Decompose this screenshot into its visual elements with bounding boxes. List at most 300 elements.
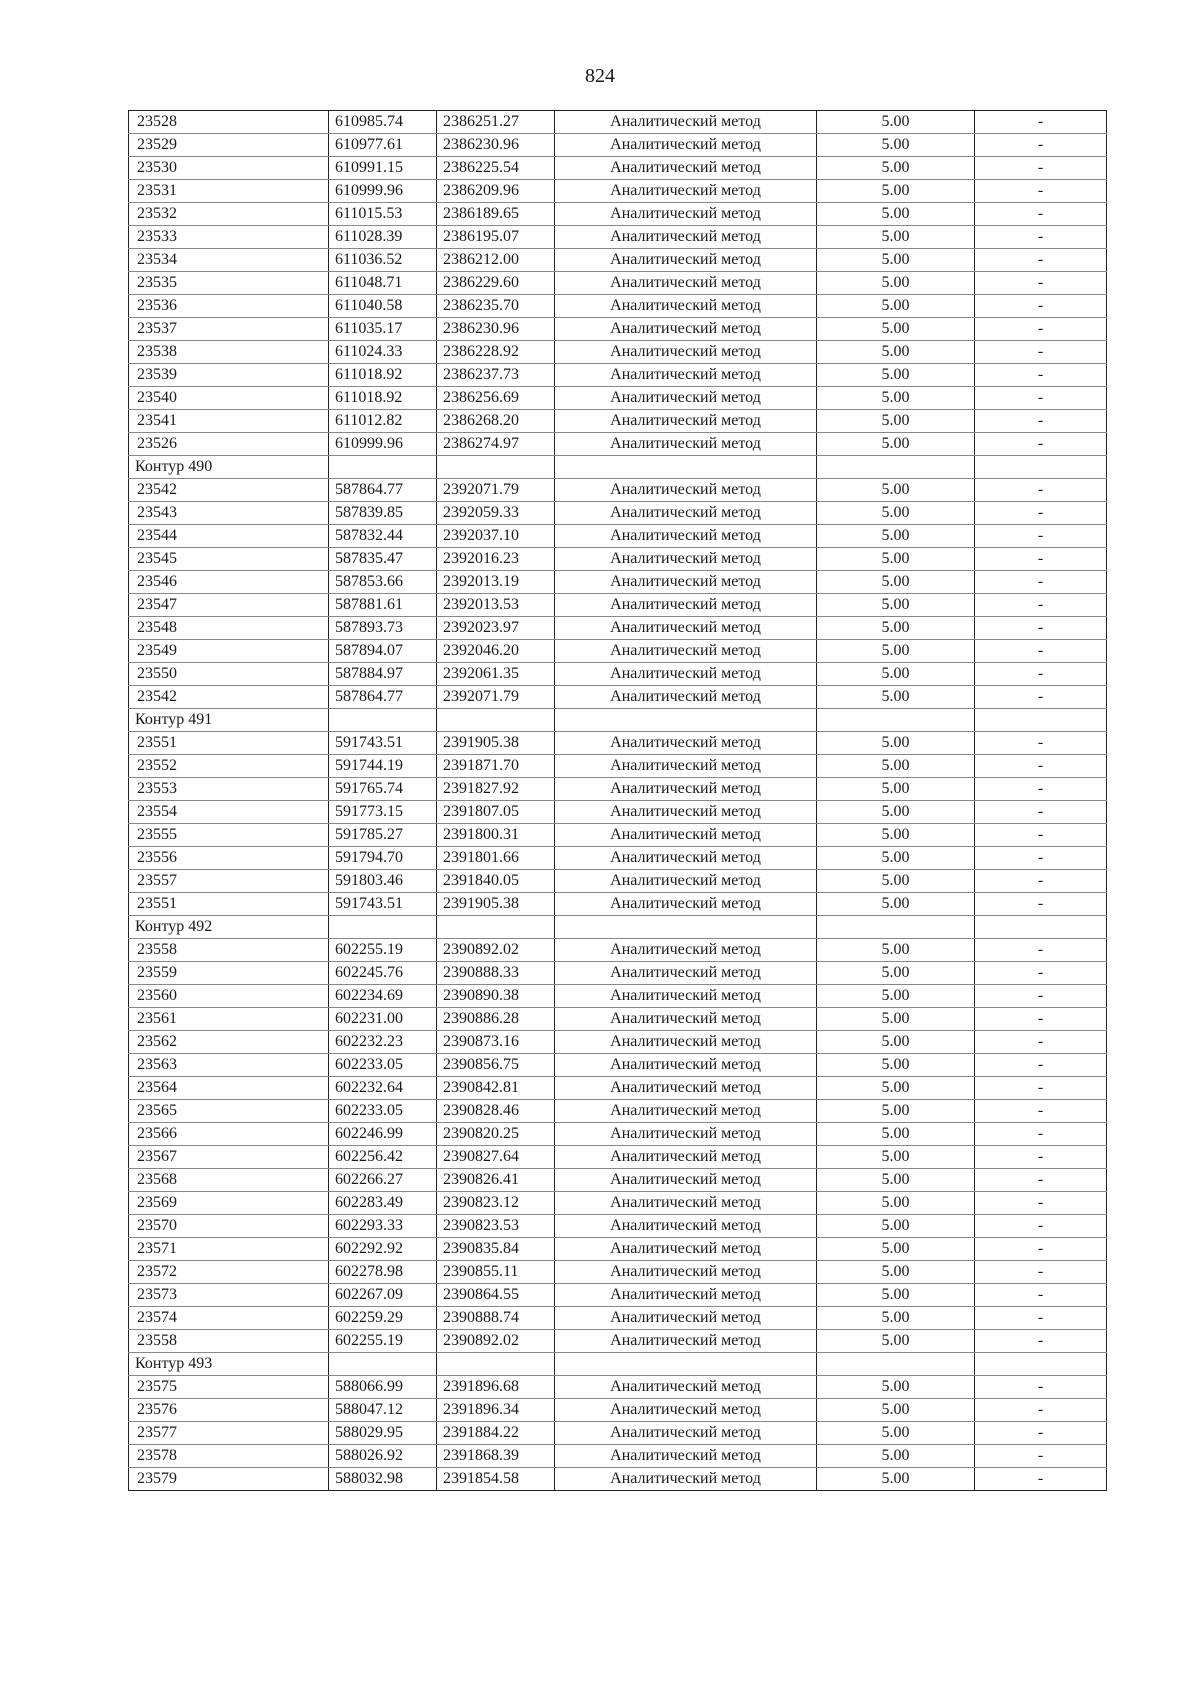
table-row [129, 387, 1107, 410]
method-cell: Аналитический метод [555, 732, 817, 755]
note-cell [975, 456, 1107, 479]
note-cell: - [975, 1169, 1107, 1192]
point-number-cell: 23539 [129, 364, 329, 387]
note-cell: - [975, 801, 1107, 824]
contour-label-cell: Контур 490 [129, 456, 329, 479]
point-number-cell: 23532 [129, 203, 329, 226]
point-number-cell: 23528 [129, 111, 329, 134]
method-cell: Аналитический метод [555, 686, 817, 709]
note-cell: - [975, 1192, 1107, 1215]
accuracy-cell: 5.00 [817, 203, 975, 226]
method-cell: Аналитический метод [555, 617, 817, 640]
accuracy-cell [817, 916, 975, 939]
accuracy-cell: 5.00 [817, 686, 975, 709]
note-cell: - [975, 594, 1107, 617]
method-cell: Аналитический метод [555, 1445, 817, 1468]
x-coordinate-cell: 611048.71 [329, 272, 437, 295]
point-number-cell: 23535 [129, 272, 329, 295]
accuracy-cell: 5.00 [817, 985, 975, 1008]
y-coordinate-cell: 2392046.20 [437, 640, 555, 663]
contour-header-row [129, 709, 1107, 732]
note-cell [975, 1353, 1107, 1376]
point-number-cell: 23556 [129, 847, 329, 870]
y-coordinate-cell: 2390828.46 [437, 1100, 555, 1123]
point-number-cell: 23552 [129, 755, 329, 778]
point-number-cell: 23548 [129, 617, 329, 640]
table-row [129, 617, 1107, 640]
note-cell: - [975, 1215, 1107, 1238]
note-cell: - [975, 548, 1107, 571]
y-coordinate-cell: 2391905.38 [437, 893, 555, 916]
point-number-cell: 23568 [129, 1169, 329, 1192]
x-coordinate-cell: 602234.69 [329, 985, 437, 1008]
table-row [129, 1100, 1107, 1123]
note-cell: - [975, 341, 1107, 364]
point-number-cell: 23558 [129, 939, 329, 962]
y-coordinate-cell: 2390886.28 [437, 1008, 555, 1031]
note-cell: - [975, 410, 1107, 433]
method-cell: Аналитический метод [555, 226, 817, 249]
note-cell: - [975, 663, 1107, 686]
method-cell: Аналитический метод [555, 502, 817, 525]
method-cell: Аналитический метод [555, 985, 817, 1008]
point-number-cell: 23546 [129, 571, 329, 594]
x-coordinate-cell [329, 709, 437, 732]
note-cell: - [975, 985, 1107, 1008]
method-cell: Аналитический метод [555, 410, 817, 433]
method-cell: Аналитический метод [555, 824, 817, 847]
point-number-cell: 23564 [129, 1077, 329, 1100]
x-coordinate-cell: 610991.15 [329, 157, 437, 180]
y-coordinate-cell: 2390890.38 [437, 985, 555, 1008]
accuracy-cell: 5.00 [817, 226, 975, 249]
x-coordinate-cell: 587881.61 [329, 594, 437, 617]
method-cell: Аналитический метод [555, 1330, 817, 1353]
y-coordinate-cell: 2391807.05 [437, 801, 555, 824]
x-coordinate-cell: 587835.47 [329, 548, 437, 571]
table-row [129, 364, 1107, 387]
x-coordinate-cell: 602255.19 [329, 1330, 437, 1353]
table-row [129, 134, 1107, 157]
accuracy-cell: 5.00 [817, 617, 975, 640]
note-cell: - [975, 893, 1107, 916]
method-cell: Аналитический метод [555, 801, 817, 824]
y-coordinate-cell: 2386229.60 [437, 272, 555, 295]
method-cell: Аналитический метод [555, 847, 817, 870]
x-coordinate-cell: 611012.82 [329, 410, 437, 433]
table-row [129, 548, 1107, 571]
method-cell: Аналитический метод [555, 1215, 817, 1238]
y-coordinate-cell: 2386268.20 [437, 410, 555, 433]
method-cell: Аналитический метод [555, 778, 817, 801]
accuracy-cell: 5.00 [817, 295, 975, 318]
table-row [129, 1238, 1107, 1261]
accuracy-cell: 5.00 [817, 502, 975, 525]
table-row [129, 801, 1107, 824]
method-cell: Аналитический метод [555, 1376, 817, 1399]
accuracy-cell: 5.00 [817, 1215, 975, 1238]
y-coordinate-cell: 2390826.41 [437, 1169, 555, 1192]
method-cell: Аналитический метод [555, 962, 817, 985]
table-row [129, 410, 1107, 433]
x-coordinate-cell: 588047.12 [329, 1399, 437, 1422]
note-cell: - [975, 686, 1107, 709]
x-coordinate-cell: 587864.77 [329, 479, 437, 502]
contour-label-cell: Контур 493 [129, 1353, 329, 1376]
note-cell: - [975, 571, 1107, 594]
point-number-cell: 23553 [129, 778, 329, 801]
table-row [129, 1307, 1107, 1330]
method-cell: Аналитический метод [555, 387, 817, 410]
point-number-cell: 23571 [129, 1238, 329, 1261]
point-number-cell: 23554 [129, 801, 329, 824]
table-row [129, 962, 1107, 985]
note-cell: - [975, 502, 1107, 525]
note-cell: - [975, 1054, 1107, 1077]
method-cell: Аналитический метод [555, 1146, 817, 1169]
y-coordinate-cell: 2391868.39 [437, 1445, 555, 1468]
y-coordinate-cell: 2386230.96 [437, 134, 555, 157]
accuracy-cell: 5.00 [817, 1146, 975, 1169]
y-coordinate-cell: 2391827.92 [437, 778, 555, 801]
table-row [129, 1031, 1107, 1054]
y-coordinate-cell: 2390823.12 [437, 1192, 555, 1215]
accuracy-cell: 5.00 [817, 341, 975, 364]
accuracy-cell: 5.00 [817, 1100, 975, 1123]
point-number-cell: 23555 [129, 824, 329, 847]
x-coordinate-cell [329, 1353, 437, 1376]
table-row [129, 870, 1107, 893]
table-row [129, 571, 1107, 594]
accuracy-cell [817, 456, 975, 479]
accuracy-cell: 5.00 [817, 962, 975, 985]
accuracy-cell: 5.00 [817, 1307, 975, 1330]
table-row [129, 433, 1107, 456]
method-cell: Аналитический метод [555, 1123, 817, 1146]
table-row [129, 111, 1107, 134]
table-row [129, 1146, 1107, 1169]
table-row [129, 180, 1107, 203]
method-cell: Аналитический метод [555, 755, 817, 778]
table-row [129, 1468, 1107, 1491]
y-coordinate-cell: 2392013.19 [437, 571, 555, 594]
point-number-cell: 23551 [129, 732, 329, 755]
table-row [129, 1330, 1107, 1353]
x-coordinate-cell: 602266.27 [329, 1169, 437, 1192]
x-coordinate-cell: 602232.23 [329, 1031, 437, 1054]
point-number-cell: 23545 [129, 548, 329, 571]
note-cell: - [975, 755, 1107, 778]
method-cell: Аналитический метод [555, 479, 817, 502]
method-cell: Аналитический метод [555, 571, 817, 594]
table-row [129, 686, 1107, 709]
method-cell: Аналитический метод [555, 272, 817, 295]
x-coordinate-cell: 591785.27 [329, 824, 437, 847]
y-coordinate-cell: 2386235.70 [437, 295, 555, 318]
table-row [129, 203, 1107, 226]
point-number-cell: 23551 [129, 893, 329, 916]
method-cell: Аналитический метод [555, 893, 817, 916]
method-cell: Аналитический метод [555, 1169, 817, 1192]
note-cell: - [975, 847, 1107, 870]
y-coordinate-cell: 2386189.65 [437, 203, 555, 226]
y-coordinate-cell: 2386228.92 [437, 341, 555, 364]
note-cell: - [975, 226, 1107, 249]
y-coordinate-cell: 2391896.68 [437, 1376, 555, 1399]
table-row [129, 1169, 1107, 1192]
note-cell: - [975, 203, 1107, 226]
method-cell: Аналитический метод [555, 1422, 817, 1445]
method-cell: Аналитический метод [555, 525, 817, 548]
point-number-cell: 23560 [129, 985, 329, 1008]
accuracy-cell: 5.00 [817, 824, 975, 847]
point-number-cell: 23559 [129, 962, 329, 985]
table-row [129, 1192, 1107, 1215]
point-number-cell: 23574 [129, 1307, 329, 1330]
x-coordinate-cell: 602246.99 [329, 1123, 437, 1146]
note-cell [975, 709, 1107, 732]
accuracy-cell: 5.00 [817, 1008, 975, 1031]
point-number-cell: 23534 [129, 249, 329, 272]
table-row [129, 479, 1107, 502]
y-coordinate-cell: 2386195.07 [437, 226, 555, 249]
table-row [129, 1284, 1107, 1307]
method-cell: Аналитический метод [555, 1077, 817, 1100]
note-cell: - [975, 318, 1107, 341]
point-number-cell: 23573 [129, 1284, 329, 1307]
method-cell [555, 1353, 817, 1376]
point-number-cell: 23537 [129, 318, 329, 341]
y-coordinate-cell: 2386209.96 [437, 180, 555, 203]
y-coordinate-cell: 2386212.00 [437, 249, 555, 272]
accuracy-cell: 5.00 [817, 525, 975, 548]
point-number-cell: 23563 [129, 1054, 329, 1077]
contour-header-row [129, 916, 1107, 939]
method-cell: Аналитический метод [555, 295, 817, 318]
method-cell: Аналитический метод [555, 157, 817, 180]
accuracy-cell: 5.00 [817, 387, 975, 410]
y-coordinate-cell: 2392059.33 [437, 502, 555, 525]
note-cell: - [975, 1422, 1107, 1445]
accuracy-cell: 5.00 [817, 571, 975, 594]
note-cell: - [975, 180, 1107, 203]
y-coordinate-cell: 2386237.73 [437, 364, 555, 387]
x-coordinate-cell: 602256.42 [329, 1146, 437, 1169]
y-coordinate-cell [437, 709, 555, 732]
y-coordinate-cell: 2391800.31 [437, 824, 555, 847]
x-coordinate-cell [329, 456, 437, 479]
x-coordinate-cell: 591743.51 [329, 893, 437, 916]
method-cell: Аналитический метод [555, 249, 817, 272]
point-number-cell: 23533 [129, 226, 329, 249]
x-coordinate-cell: 587884.97 [329, 663, 437, 686]
accuracy-cell: 5.00 [817, 1445, 975, 1468]
point-number-cell: 23565 [129, 1100, 329, 1123]
method-cell: Аналитический метод [555, 1284, 817, 1307]
accuracy-cell: 5.00 [817, 755, 975, 778]
x-coordinate-cell: 587894.07 [329, 640, 437, 663]
y-coordinate-cell: 2392071.79 [437, 479, 555, 502]
x-coordinate-cell: 602292.92 [329, 1238, 437, 1261]
y-coordinate-cell: 2391884.22 [437, 1422, 555, 1445]
point-number-cell: 23544 [129, 525, 329, 548]
x-coordinate-cell: 611036.52 [329, 249, 437, 272]
method-cell: Аналитический метод [555, 1468, 817, 1491]
point-number-cell: 23576 [129, 1399, 329, 1422]
x-coordinate-cell: 591773.15 [329, 801, 437, 824]
x-coordinate-cell: 611040.58 [329, 295, 437, 318]
accuracy-cell: 5.00 [817, 180, 975, 203]
point-number-cell: 23570 [129, 1215, 329, 1238]
x-coordinate-cell: 611018.92 [329, 387, 437, 410]
table-row [129, 295, 1107, 318]
table-row [129, 985, 1107, 1008]
accuracy-cell: 5.00 [817, 1123, 975, 1146]
method-cell: Аналитический метод [555, 1031, 817, 1054]
y-coordinate-cell: 2390873.16 [437, 1031, 555, 1054]
note-cell: - [975, 1238, 1107, 1261]
accuracy-cell [817, 1353, 975, 1376]
x-coordinate-cell: 602233.05 [329, 1054, 437, 1077]
note-cell: - [975, 1077, 1107, 1100]
method-cell: Аналитический метод [555, 640, 817, 663]
y-coordinate-cell: 2386230.96 [437, 318, 555, 341]
accuracy-cell: 5.00 [817, 410, 975, 433]
note-cell: - [975, 364, 1107, 387]
coordinates-table [128, 110, 1107, 1491]
method-cell: Аналитический метод [555, 1100, 817, 1123]
point-number-cell: 23547 [129, 594, 329, 617]
method-cell: Аналитический метод [555, 134, 817, 157]
accuracy-cell: 5.00 [817, 1054, 975, 1077]
accuracy-cell: 5.00 [817, 801, 975, 824]
accuracy-cell: 5.00 [817, 318, 975, 341]
point-number-cell: 23540 [129, 387, 329, 410]
accuracy-cell: 5.00 [817, 778, 975, 801]
y-coordinate-cell: 2390823.53 [437, 1215, 555, 1238]
accuracy-cell: 5.00 [817, 548, 975, 571]
x-coordinate-cell: 610985.74 [329, 111, 437, 134]
table-row [129, 663, 1107, 686]
point-number-cell: 23569 [129, 1192, 329, 1215]
note-cell: - [975, 1468, 1107, 1491]
method-cell [555, 456, 817, 479]
x-coordinate-cell: 611035.17 [329, 318, 437, 341]
x-coordinate-cell: 588026.92 [329, 1445, 437, 1468]
accuracy-cell: 5.00 [817, 433, 975, 456]
note-cell: - [975, 433, 1107, 456]
accuracy-cell: 5.00 [817, 1192, 975, 1215]
x-coordinate-cell: 610999.96 [329, 433, 437, 456]
note-cell: - [975, 962, 1107, 985]
table-row [129, 594, 1107, 617]
x-coordinate-cell: 588029.95 [329, 1422, 437, 1445]
table-row [129, 157, 1107, 180]
accuracy-cell [817, 709, 975, 732]
y-coordinate-cell: 2391801.66 [437, 847, 555, 870]
point-number-cell: 23566 [129, 1123, 329, 1146]
x-coordinate-cell: 611024.33 [329, 341, 437, 364]
point-number-cell: 23579 [129, 1468, 329, 1491]
accuracy-cell: 5.00 [817, 594, 975, 617]
accuracy-cell: 5.00 [817, 1330, 975, 1353]
table-row [129, 640, 1107, 663]
point-number-cell: 23578 [129, 1445, 329, 1468]
table-row [129, 755, 1107, 778]
x-coordinate-cell: 587864.77 [329, 686, 437, 709]
note-cell: - [975, 525, 1107, 548]
note-cell: - [975, 1284, 1107, 1307]
x-coordinate-cell: 587853.66 [329, 571, 437, 594]
accuracy-cell: 5.00 [817, 1399, 975, 1422]
y-coordinate-cell: 2391871.70 [437, 755, 555, 778]
x-coordinate-cell: 610999.96 [329, 180, 437, 203]
table-row [129, 824, 1107, 847]
page-number: 824 [585, 65, 615, 87]
note-cell: - [975, 939, 1107, 962]
method-cell: Аналитический метод [555, 1307, 817, 1330]
point-number-cell: 23567 [129, 1146, 329, 1169]
x-coordinate-cell: 602283.49 [329, 1192, 437, 1215]
x-coordinate-cell: 602293.33 [329, 1215, 437, 1238]
point-number-cell: 23526 [129, 433, 329, 456]
note-cell: - [975, 824, 1107, 847]
y-coordinate-cell: 2390856.75 [437, 1054, 555, 1077]
x-coordinate-cell: 587839.85 [329, 502, 437, 525]
x-coordinate-cell: 588032.98 [329, 1468, 437, 1491]
method-cell: Аналитический метод [555, 1054, 817, 1077]
x-coordinate-cell: 587832.44 [329, 525, 437, 548]
note-cell: - [975, 157, 1107, 180]
table-body [129, 111, 1107, 1491]
x-coordinate-cell: 591744.19 [329, 755, 437, 778]
x-coordinate-cell: 610977.61 [329, 134, 437, 157]
table-row [129, 778, 1107, 801]
note-cell: - [975, 1399, 1107, 1422]
y-coordinate-cell: 2386225.54 [437, 157, 555, 180]
y-coordinate-cell: 2392061.35 [437, 663, 555, 686]
note-cell: - [975, 640, 1107, 663]
point-number-cell: 23550 [129, 663, 329, 686]
point-number-cell: 23542 [129, 686, 329, 709]
table-row [129, 939, 1107, 962]
point-number-cell: 23575 [129, 1376, 329, 1399]
y-coordinate-cell: 2390820.25 [437, 1123, 555, 1146]
y-coordinate-cell: 2392037.10 [437, 525, 555, 548]
y-coordinate-cell: 2390842.81 [437, 1077, 555, 1100]
table-row [129, 1445, 1107, 1468]
note-cell: - [975, 1100, 1107, 1123]
method-cell: Аналитический метод [555, 1008, 817, 1031]
note-cell: - [975, 1445, 1107, 1468]
table-row [129, 1376, 1107, 1399]
y-coordinate-cell: 2392016.23 [437, 548, 555, 571]
point-number-cell: 23529 [129, 134, 329, 157]
table-row [129, 272, 1107, 295]
x-coordinate-cell: 588066.99 [329, 1376, 437, 1399]
accuracy-cell: 5.00 [817, 939, 975, 962]
y-coordinate-cell: 2390888.74 [437, 1307, 555, 1330]
point-number-cell: 23536 [129, 295, 329, 318]
method-cell: Аналитический метод [555, 1261, 817, 1284]
y-coordinate-cell: 2390835.84 [437, 1238, 555, 1261]
note-cell: - [975, 387, 1107, 410]
accuracy-cell: 5.00 [817, 1031, 975, 1054]
table-row [129, 226, 1107, 249]
y-coordinate-cell: 2390892.02 [437, 1330, 555, 1353]
x-coordinate-cell: 602267.09 [329, 1284, 437, 1307]
note-cell: - [975, 249, 1107, 272]
